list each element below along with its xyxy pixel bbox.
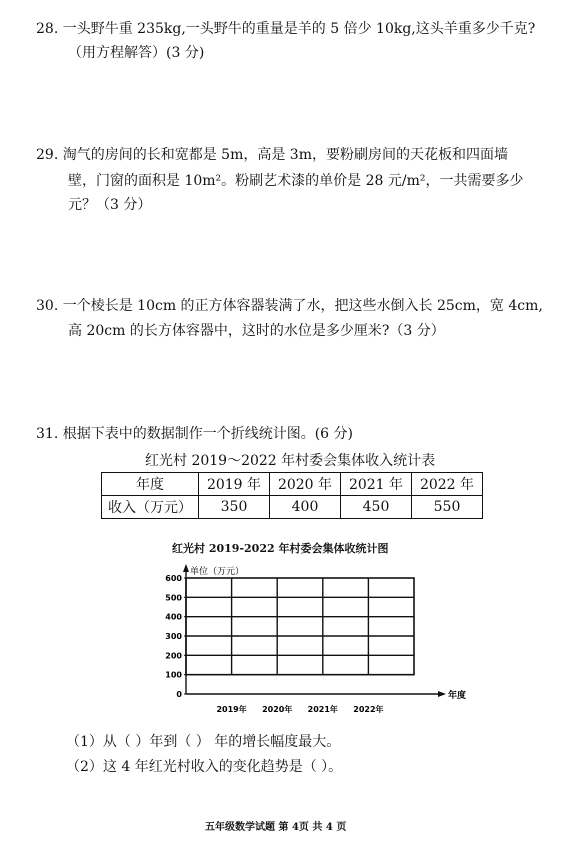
y-tick-label: 400: [165, 612, 182, 622]
x-tick-label: 2021年: [307, 705, 338, 714]
table-title: 红光村 2019～2022 年村委会集体收入统计表: [145, 453, 436, 469]
sub-question-1: （1）从（ ）年到（ ） 年的增长幅度最大。: [66, 734, 341, 750]
y-tick-label: 0: [176, 690, 182, 699]
x-tick-label: 2020年: [262, 705, 293, 714]
page-footer: 五年级数学试题 第 4页 共 4 页: [205, 822, 347, 833]
table-cell: 400: [270, 496, 341, 519]
y-tick-label: 500: [165, 593, 182, 603]
table-header-cell: 2020 年: [270, 473, 341, 496]
q28-line1: 28. 一头野牛重 235kg,一头野牛的重量是羊的 5 倍少 10kg,这头羊重多少千克?: [36, 21, 536, 37]
table-header-cell: 年度: [102, 473, 199, 496]
table-cell: 550: [412, 496, 483, 519]
sub-question-2: （2）这 4 年红光村收入的变化趋势是（ ）。: [66, 759, 343, 775]
income-table: [101, 472, 483, 519]
q29-line3: 元？（3 分）: [68, 197, 152, 213]
q30-line2: 高 20cm 的长方体容器中，这时的水位是多少厘米?（3 分）: [68, 323, 445, 339]
table-header-cell: 2022 年: [412, 473, 483, 496]
y-axis-arrow-icon: [183, 564, 189, 572]
q28-line2: （用方程解答）(3 分): [68, 45, 205, 61]
y-tick-label: 200: [165, 651, 182, 661]
q29-line1: 29. 淘气的房间的长和宽都是 5m，高是 3m，要粉刷房间的天花板和四面墙: [36, 147, 508, 163]
table-cell: 450: [341, 496, 412, 519]
x-axis-arrow-icon: [438, 691, 446, 697]
q31-line1: 31. 根据下表中的数据制作一个折线统计图。(6 分): [36, 426, 353, 442]
chart-title: 红光村 2019-2022 年村委会集体收统计图: [172, 542, 389, 555]
table-header-row: [102, 473, 483, 496]
x-axis-label: 年度: [448, 691, 467, 701]
line-chart-grid: [150, 560, 467, 720]
table-header-cell: 2019 年: [199, 473, 270, 496]
y-axis-label: 单位（万元）: [190, 567, 245, 577]
q29-line2: 壁，门窗的面积是 10m²。粉刷艺术漆的单价是 28 元/m²，一共需要多少: [68, 173, 524, 189]
table-cell: 收入（万元）: [102, 496, 199, 519]
y-tick-label: 100: [165, 670, 182, 680]
x-tick-label: 2019年: [216, 705, 247, 714]
q30-line1: 30. 一个棱长是 10cm 的正方体容器装满了水，把这些水倒入长 25cm，宽 4cm,: [36, 298, 543, 314]
grid-border: [186, 578, 414, 675]
table-cell: 350: [199, 496, 270, 519]
table-header-cell: 2021 年: [341, 473, 412, 496]
x-tick-label: 2022年: [353, 705, 384, 714]
y-tick-label: 300: [165, 632, 182, 641]
y-tick-label: 600: [165, 574, 182, 583]
table-row: [102, 496, 483, 519]
